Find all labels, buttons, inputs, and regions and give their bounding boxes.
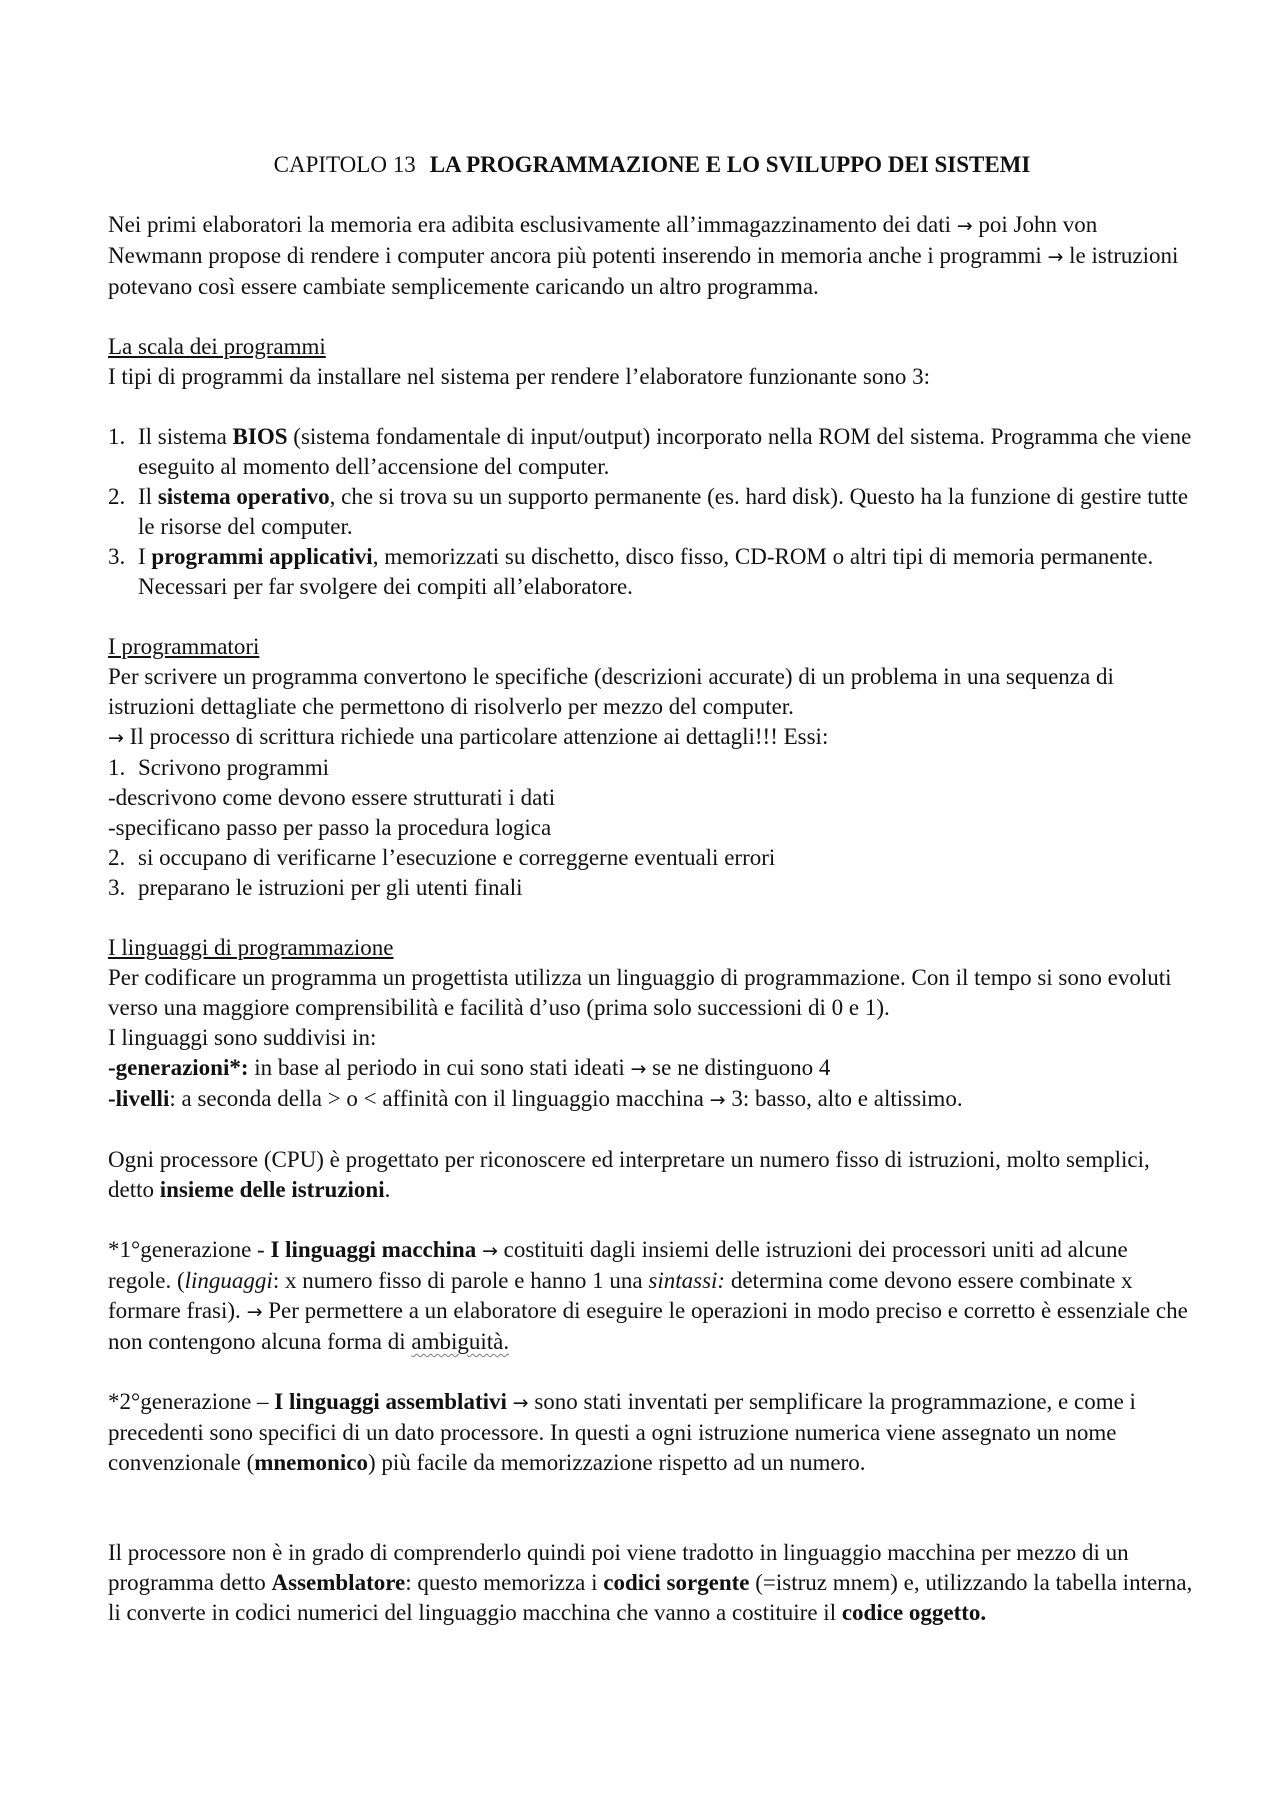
arrow-icon: → [956,215,973,237]
section-heading-linguaggi: I linguaggi di programmazione [108,935,394,960]
programmatori-paragraph: Per scrivere un programma convertono le specifiche (descrizioni accurate) di un problema in una sequenza di istruzioni dettagliate che permettono di risolverlo per mezzo del computer. [108,664,1114,719]
list-item: 1. Scrivono programmi [108,755,329,780]
intro-paragraph: Nei primi elaboratori la memoria era adibita esclusivamente all’immagazzinamento dei dati → poi John von Newmann propose di rendere i computer ancora più potenti inserendo in memoria anche i programmi → le istruzioni potevano così essere cambiate semplicemente caricando un altro programma. [108,212,1179,299]
arrow-icon: → [481,1240,498,1262]
programmatori-list [108,753,1196,783]
list-detail: -specificano passo per passo la procedura logica [108,815,552,840]
processore-paragraph: Ogni processore (CPU) è progettato per riconoscere ed interpretare un numero fisso di istruzioni, molto semplici, detto insieme delle istruzioni. [108,1147,1150,1202]
arrow-icon: → [709,1089,726,1111]
programmatori-arrow-line: → Il processo di scrittura richiede una particolare attenzione ai dettagli!!! Essi: [108,724,829,749]
arrow-icon: → [1047,246,1064,268]
livelli-line: -livelli: a seconda della > o < affinità con il linguaggio macchina → 3: basso, alto e altissimo. [108,1086,963,1111]
section-heading-scala: La scala dei programmi [108,334,326,359]
generazione-1-paragraph: *1°generazione - I linguaggi macchina → costituiti dagli insiemi delle istruzioni dei processori uniti ad alcune regole. (linguaggi: x numero fisso di parole e hanno 1 una sintassi: determina come devono essere combinate x formare frasi). → Per permettere a un elaboratore di eseguire le operazioni in modo preciso e corretto è essenziale che non contengono alcuna forma di ambiguità. [108,1237,1188,1354]
section-heading-programmatori: I programmatori [108,634,260,659]
linguaggi-paragraph: Per codificare un programma un progettista utilizza un linguaggio di programmazione. Con il tempo si sono evoluti verso una maggiore comprensibilità e facilità d’uso (prima solo successioni di 0 e 1). [108,965,1172,1020]
scala-list [108,422,1196,602]
generazioni-line: -generazioni*: in base al periodo in cui sono stati ideati → se ne distinguono 4 [108,1055,831,1080]
page-title [108,150,1196,180]
list-item: 2. Il sistema operativo, che si trova su un supporto permanente (es. hard disk). Questo ha la funzione di gestire tutte le risorse del computer. [108,484,1189,539]
linguaggi-lead: I linguaggi sono suddivisi in: [108,1025,377,1050]
list-item: 2. si occupano di verificarne l’esecuzione e correggerne eventuali errori [108,845,776,870]
spellcheck-underline: ambiguità. [411,1329,510,1354]
chapter-number: CAPITOLO 13 [273,152,416,177]
list-item: 3. preparano le istruzioni per gli utenti finali [108,875,523,900]
arrow-icon: → [246,1301,263,1323]
arrow-icon: → [108,727,124,749]
list-item: 3. I programmi applicativi, memorizzati su dischetto, disco fisso, CD-ROM o altri tipi di memoria permanente. Necessari per far svolgere dei compiti all’elaboratore. [108,544,1154,599]
chapter-title: LA PROGRAMMAZIONE E LO SVILUPPO DEI SISTEMI [429,152,1031,177]
scala-lead: I tipi di programmi da installare nel sistema per rendere l’elaboratore funzionante sono 3: [108,364,930,389]
list-item: 1. Il sistema BIOS (sistema fondamentale di input/output) incorporato nella ROM del sistema. Programma che viene eseguito al momento dell’accensione del computer. [108,424,1192,479]
generazione-2-paragraph: *2°generazione – I linguaggi assemblativi → sono stati inventati per semplificare la programmazione, e come i precedenti sono specifici di un dato processore. In questi a ogni istruzione numerica viene assegnato un nome convenzionale (mnemonico) più facile da memorizzazione rispetto ad un numero. [108,1389,1136,1475]
assemblatore-paragraph: Il processore non è in grado di comprenderlo quindi poi viene tradotto in linguaggio macchina per mezzo di un programma detto Assemblatore: questo memorizza i codici sorgente (=istruz mnem) e, utilizzando la tabella interna, li converte in codici numerici del linguaggio macchina che vanno a costituire il codice oggetto. [108,1540,1193,1625]
arrow-icon: → [630,1058,647,1080]
list-detail: -descrivono come devono essere strutturati i dati [108,785,556,810]
arrow-icon: → [512,1392,529,1414]
programmatori-list-cont [108,843,1196,903]
